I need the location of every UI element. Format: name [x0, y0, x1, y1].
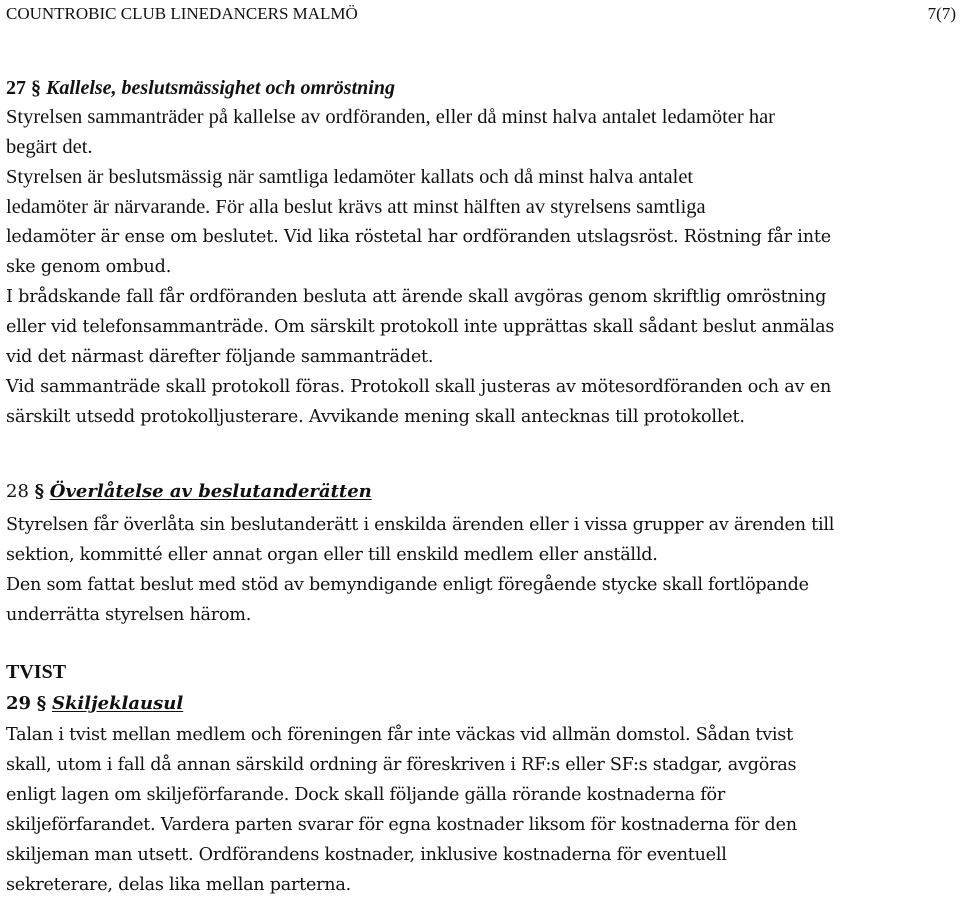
document-page	[6, 0, 956, 904]
section-heading	[6, 76, 956, 100]
section-heading	[6, 480, 956, 504]
paragraph-line: särskilt utsedd protokolljusterare. Avvikande mening skall antecknas till protokollet.	[6, 407, 745, 427]
paragraph-line: begärt det.	[6, 136, 93, 158]
paragraph-line: Styrelsen sammanträder på kallelse av ordföranden, eller då minst halva antalet ledamöter har	[6, 106, 776, 128]
header-page-number: 7(7)	[927, 4, 956, 23]
paragraph-line: enligt lagen om skiljeförfarande. Dock skall följande gälla rörande kostnaderna för	[6, 785, 726, 805]
paragraph-line: Styrelsen är beslutsmässig när samtliga ledamöter kallats och då minst halva antalet	[6, 166, 694, 188]
paragraph-line: ske genom ombud.	[6, 257, 172, 277]
paragraph-line: eller vid telefonsammanträde. Om särskilt protokoll inte upprättas skall sådant beslut anmälas	[6, 317, 835, 337]
section-heading	[6, 692, 956, 716]
section-number: 29	[6, 693, 32, 714]
section-29	[6, 692, 956, 900]
section-title: Överlåtelse av beslutanderätten	[49, 481, 372, 502]
paragraph-line: Talan i tvist mellan medlem och föreningen får inte väckas vid allmän domstol. Sådan tvist	[6, 725, 793, 745]
chapter-heading-tvist: TVIST	[6, 661, 67, 683]
paragraph-line: sekreterare, delas lika mellan parterna.	[6, 875, 351, 895]
paragraph-line: Vid sammanträde skall protokoll föras. Protokoll skall justeras av mötesordföranden och av en	[6, 377, 832, 397]
section-number: 27	[6, 77, 26, 99]
paragraph-line: ledamöter är närvarande. För alla beslut krävs att minst hälften av styrelsens samtliga	[6, 196, 706, 218]
paragraph-line: skiljeman man utsett. Ordförandens kostnader, inklusive kostnaderna för eventuell	[6, 845, 727, 865]
page-header	[6, 3, 956, 25]
header-club-name: COUNTROBIC CLUB LINEDANCERS MALMÖ	[6, 4, 358, 23]
section-symbol: §	[36, 693, 47, 714]
section-symbol: §	[31, 77, 41, 99]
paragraph-line: I brådskande fall får ordföranden besluta att ärende skall avgöras genom skriftlig omröstning	[6, 287, 827, 307]
paragraph-line: underrätta styrelsen härom.	[6, 605, 252, 625]
section-28	[6, 480, 956, 630]
paragraph-line: Den som fattat beslut med stöd av bemyndigande enligt föregående stycke skall fortlöpande	[6, 575, 809, 595]
section-27	[6, 76, 956, 432]
paragraph-line: ledamöter är ense om beslutet. Vid lika röstetal har ordföranden utslagsröst. Röstning får inte	[6, 227, 831, 247]
paragraph-line: Styrelsen får överlåta sin beslutanderätt i enskilda ärenden eller i vissa grupper av ärenden till	[6, 515, 835, 535]
section-number: 28	[6, 481, 29, 502]
paragraph-line: skiljeförfarandet. Vardera parten svarar för egna kostnader liksom för kostnaderna för den	[6, 815, 797, 835]
section-title: Kallelse, beslutsmässighet och omröstning	[46, 77, 395, 99]
paragraph-line: vid det närmast därefter följande sammanträdet.	[6, 347, 434, 367]
paragraph-line: sektion, kommitté eller annat organ eller till enskild medlem eller anställd.	[6, 545, 658, 565]
section-symbol: §	[34, 481, 45, 502]
paragraph-line: skall, utom i fall då annan särskild ordning är föreskriven i RF:s eller SF:s stadgar, avgöras	[6, 755, 797, 775]
section-title: Skiljeklausul	[51, 693, 184, 714]
